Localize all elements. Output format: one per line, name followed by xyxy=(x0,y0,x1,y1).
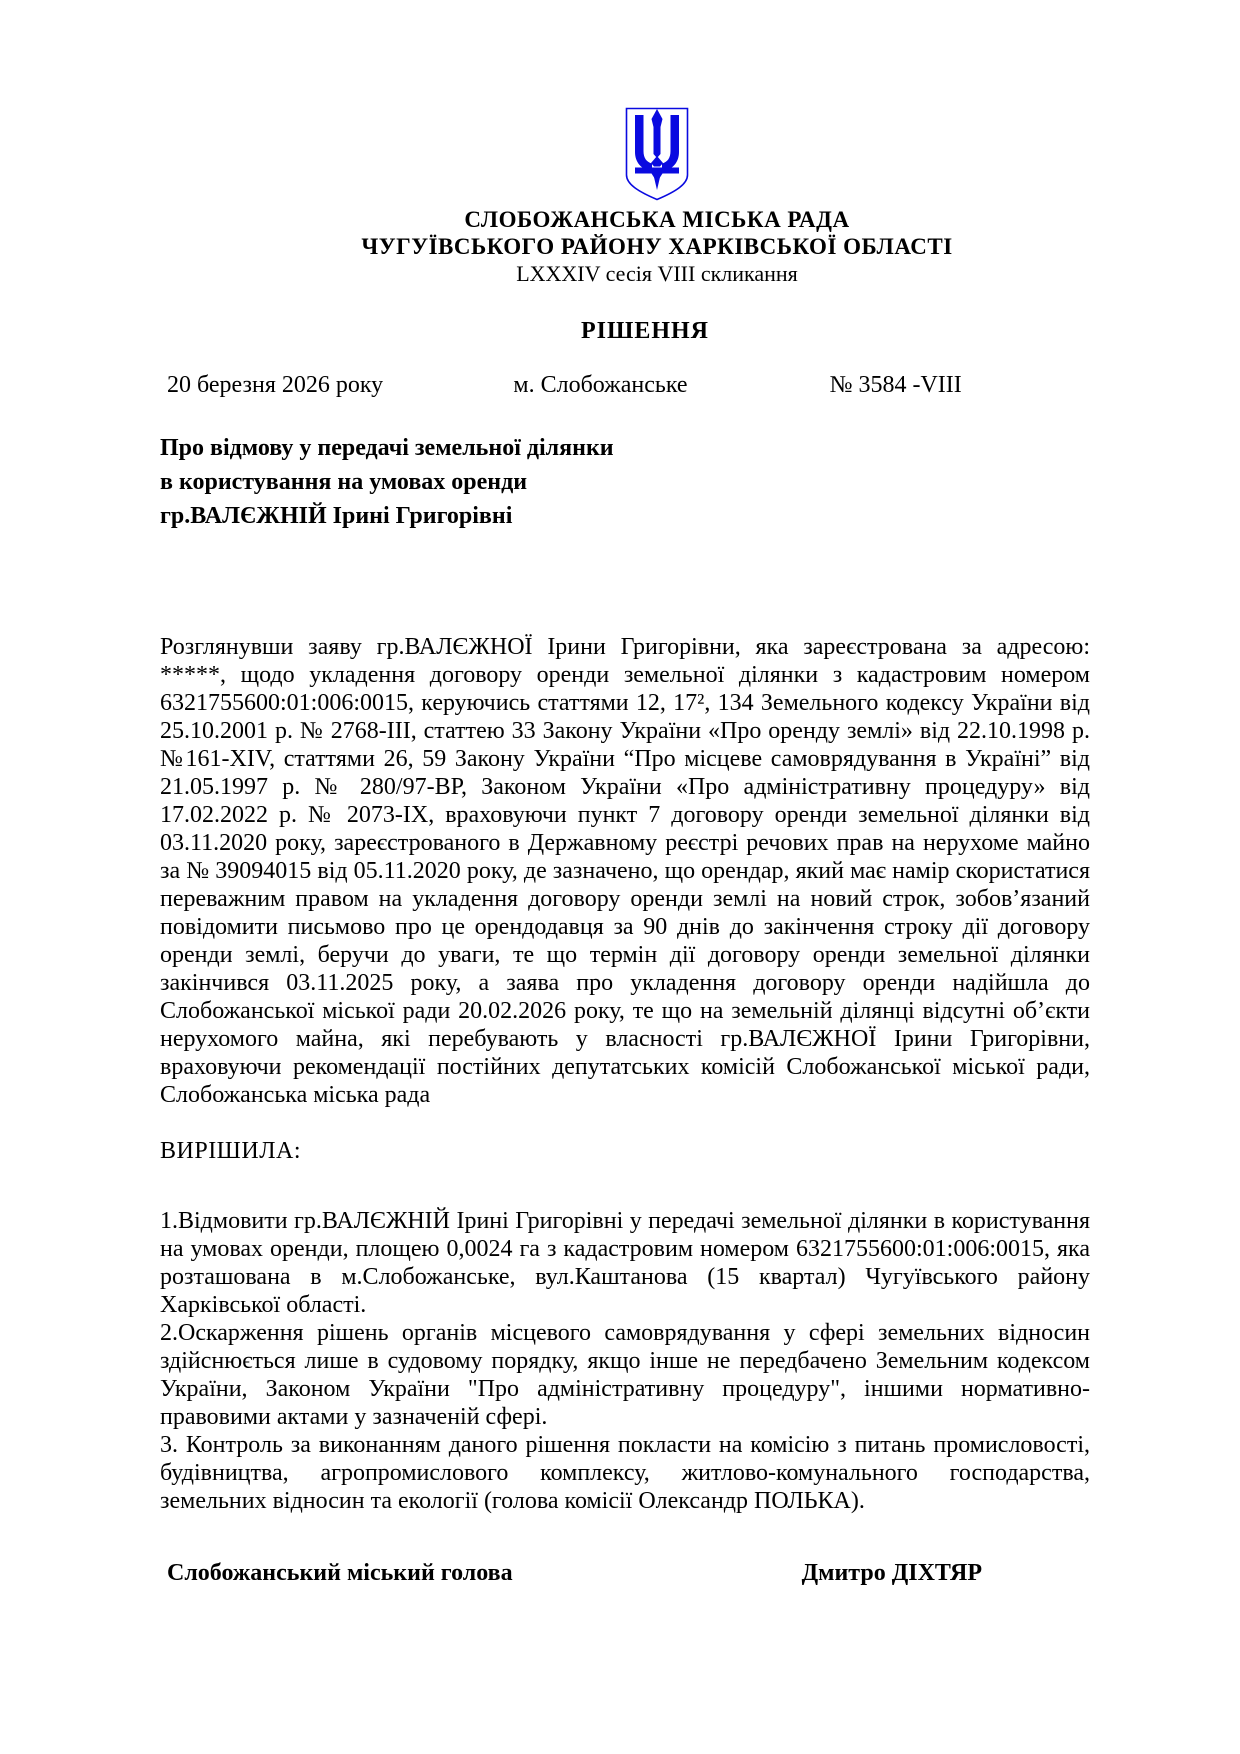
subject-line: Про відмову у передачі земельної ділянки xyxy=(160,435,614,461)
resolution-items xyxy=(160,1207,1090,1515)
resolution-item-1: 1.Відмовити гр.ВАЛЄЖНІЙ Ірині Григорівні у передачі земельної ділянки в користування на умовах оренди, площею 0,0024 га з кадастровим номером 6321755600:01:006:0015, яка розташована в м.Слобожанське, вул.Каштанова (15 квартал) Чугуївського району Харківської області. xyxy=(160,1208,1090,1318)
session-line: LXXXIV сесія VIII скликання xyxy=(516,261,798,286)
council-name: СЛОБОЖАНСЬКА МІСЬКА РАДА xyxy=(464,207,850,232)
decision-place: м. Слобожанське xyxy=(513,372,688,398)
decision-date: 20 березня 2026 року xyxy=(167,372,384,398)
resolution-item-3: 3. Контроль за виконанням даного рішення покласти на комісію з питань промисловості, будівництва, агропромислового комплексу, житлово-комунального господарства, земельних відносин та екології (голова комісії Олександр ПОЛЬКА). xyxy=(160,1432,1090,1514)
resolved-label: ВИРІШИЛА: xyxy=(160,1138,301,1164)
signature-name: Дмитро ДІХТЯР xyxy=(801,1560,982,1586)
document-type-title: РІШЕННЯ xyxy=(580,318,710,344)
decision-number: № 3584 -VIII xyxy=(829,372,962,398)
subject-block xyxy=(160,431,1090,533)
district-line: ЧУГУЇВСЬКОГО РАЙОНУ ХАРКІВСЬКОЇ ОБЛАСТІ xyxy=(361,234,953,259)
signature-row xyxy=(160,1559,1090,1587)
meta-row xyxy=(160,371,1090,399)
preamble-paragraph: Розглянувши заяву гр.ВАЛЄЖНОЇ Ірини Григорівни, яка зареєстрована за адресою: *****, щодо укладення договору оренди земельної ділянки з кадастровим номером 6321755600:01:006:0015, керуючись статтями 12, 17², 134 Земельного кодексу України від 25.10.2001 р. № 2768-ІІІ, статтею 33 Закону України «Про оренду землі» від 22.10.1998 р. №161-XIV, статтями 26, 59 Закону України “Про місцеве самоврядування в Україні” від 21.05.1997 р. № 280/97-ВР, Законом України «Про адміністративну процедуру» від 17.02.2022 р. № 2073-IX, враховуючи пункт 7 договору оренди земельної ділянки від 03.11.2020 року, зареєстрованого в Державному реєстрі речових прав на нерухоме майно за № 39094015 від 05.11.2020 року, де зазначено, що орендар, який має намір скористатися переважним правом на укладення договору оренди землі на новий строк, зобов’язаний повідомити письмово про це орендодавця за 90 днів до закінчення строку дії договору оренди землі, беручи до уваги, те що термін дії договору оренди земельної ділянки закінчився 03.11.2025 року, а заява про укладення договору оренди надійшла до Слобожанської міської ради 20.02.2026 року, те що на земельній ділянці відсутні об’єкти нерухомого майна, які перебувають у власності гр.ВАЛЄЖНОЇ Ірини Григорівни, враховуючи рекомендації постійних депутатських комісій Слобожанської міської ради, Слобожанська міська рада xyxy=(160,634,1090,1108)
document-content xyxy=(0,106,1240,1587)
subject-line: гр.ВАЛЄЖНІЙ Ірині Григорівні xyxy=(160,503,513,529)
subject-line: в користування на умовах оренди xyxy=(160,469,528,495)
signature-title: Слобожанський міський голова xyxy=(167,1560,513,1586)
ukraine-trident-emblem-icon xyxy=(623,106,691,202)
resolution-item-2: 2.Оскарження рішень органів місцевого самоврядування у сфері земельних відносин здійснюється лише в судовому порядку, якщо інше не передбачено Земельним кодексом України, Законом України "Про адміністративну процедуру", іншими нормативно-правовими актами у зазначеній сфері. xyxy=(160,1320,1090,1430)
document-header xyxy=(224,106,1090,287)
